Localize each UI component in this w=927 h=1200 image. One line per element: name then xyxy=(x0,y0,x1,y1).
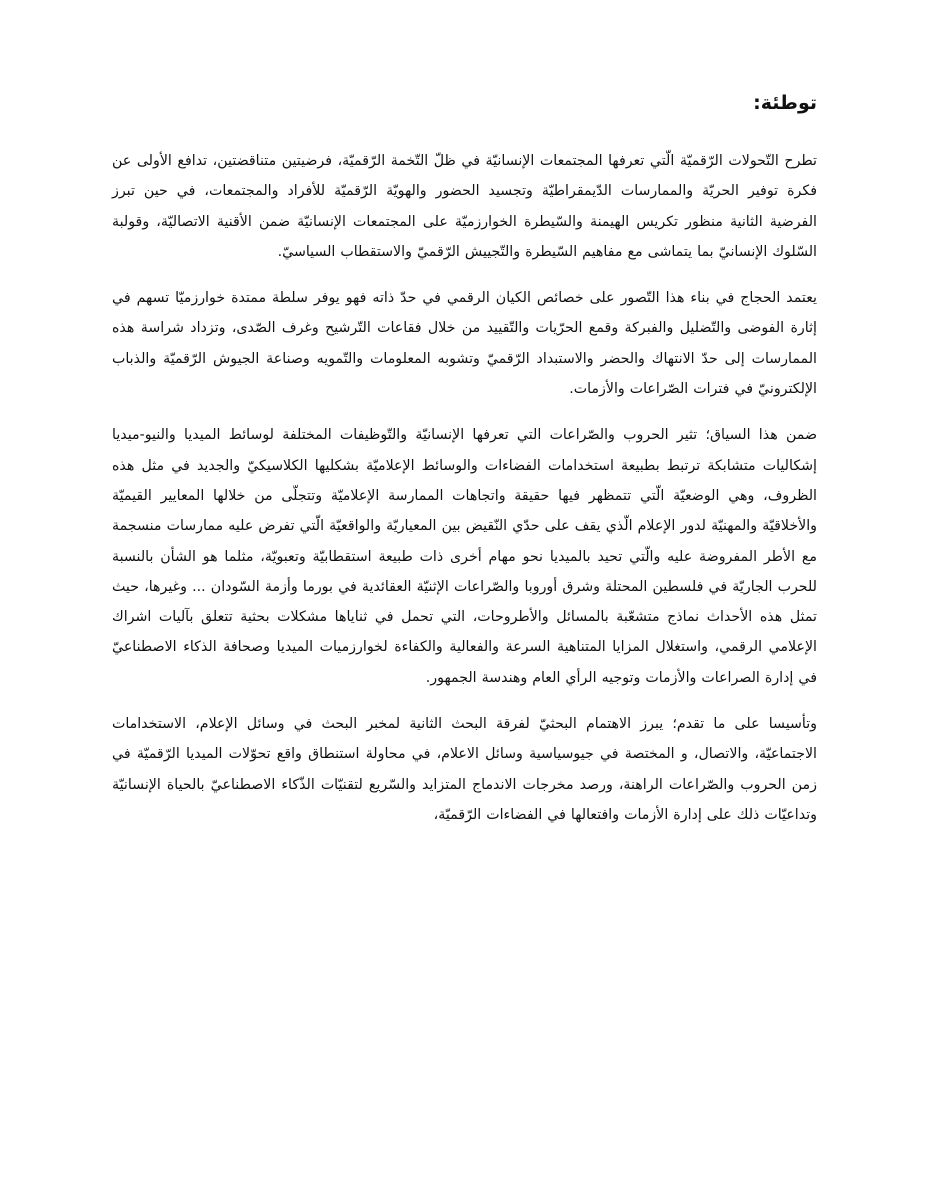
paragraph-4: وتأسيسا على ما تقدم؛ يبرز الاهتمام البحثيّ لفرقة البحث الثانية لمخبر البحث في وسائل الإعلام، الاستخدامات الاجتماعيّة، والاتصال، و المختصة في جيوسياسية وسائل الاعلام، في محاولة استنطاق واقع تحوّلات الميديا الرّقميّة في زمن الحروب والصّراعات الراهنة، ورصد مخرجات الاندماج المتزايد والسّريع لتقنيّات الذّكاء الاصطناعيّ بالحياة الإنسانيّة وتداعيّات ذلك على إدارة الأزمات وافتعالها في الفضاءات الرّقميّة، xyxy=(112,716,817,823)
paragraph-2: يعتمد الحجاج في بناء هذا التّصور على خصائص الكيان الرقمي في حدّ ذاته فهو يوفر سلطة ممتدة خوارزميّا تسهم في إثارة الفوضى والتّضليل والفبركة وقمع الحرّيات والتّقييد من خلال فقاعات التّرشيح وغرف الصّدى، وتزداد شراسة هذه الممارسات إلى حدّ الانتهاك والحضر والاستبداد الرّقميّ وتشوبه المعلومات والتّمويه وصناعة الجيوش الرّقميّة والذباب الإلكترونيّ في فترات الصّراعات والأزمات. xyxy=(112,290,817,398)
document-body xyxy=(112,88,817,846)
paragraph-3: ضمن هذا السياق؛ تثير الحروب والصّراعات التي تعرفها الإنسانيّة والتّوظيفات المختلفة لوسائط الميديا والنيو-ميديا إشكاليات متشابكة ترتبط بطبيعة استخدامات الفضاءات والوسائط الإعلاميّة بشكليها الكلاسيكيّ والجديد في مثل هذه الظروف، وهي الوضعيّة الّتي تتمظهر فيها حقيقة واتجاهات الممارسة الإعلاميّة وتتجلّى من خلالها المعايير القيميّة والأخلاقيّة والمهنيّة لدور الإعلام الّذي يقف على حدّي النّقيض بين المعياريّة والواقعيّة الّتي تفرض عليه ممارسات منسجمة مع الأطر المفروضة عليه والّتي تحيد بالميديا نحو مهام أخرى ذات طبيعة استقطابيّة وتعبويّة، مثلما هو الشأن بالنسبة للحرب الجاريّة في فلسطين المحتلة وشرق أوروبا والصّراعات الإثنيّة العقائدية في بورما وأزمة السّودان ... وغيرها، حيث تمثل هذه الأحداث نماذج متشعّبة بالمسائل والأطروحات، التي تحمل في ثناياها مشكلات بحثية تتعلق بآليات اشراك الإعلامي الرقمي، واستغلال المزايا المتناهية السرعة والفعالية والكفاءة لخوارزميات الميديا وصحافة الذكاء الاصطناعيّ في إدارة الصراعات والأزمات وتوجيه الرأي العام وهندسة الجمهور. xyxy=(112,427,817,686)
paragraph-1: تطرح التّحولات الرّقميّة الّتي تعرفها المجتمعات الإنسانيّة في ظلّ التّخمة الرّقميّة، فرضيتين متناقضتين، تدافع الأولى عن فكرة توفير الحريّة والممارسات الدّيمقراطيّة وتجسيد الحضور والهويّة الرّقميّة للأفراد والمجتمعات، في حين تبرز الفرضية الثانية منظور تكريس الهيمنة والسّيطرة الخوارزميّة على المجتمعات الإنسانيّة ضمن الأقنية الاتصاليّة، وقولبة السّلوك الإنسانيّ بما يتماشى مع مفاهيم السّيطرة والتّجييش الرّقميّ والاستقطاب السياسيّ. xyxy=(112,153,817,260)
section-heading: توطئة: xyxy=(753,92,817,114)
